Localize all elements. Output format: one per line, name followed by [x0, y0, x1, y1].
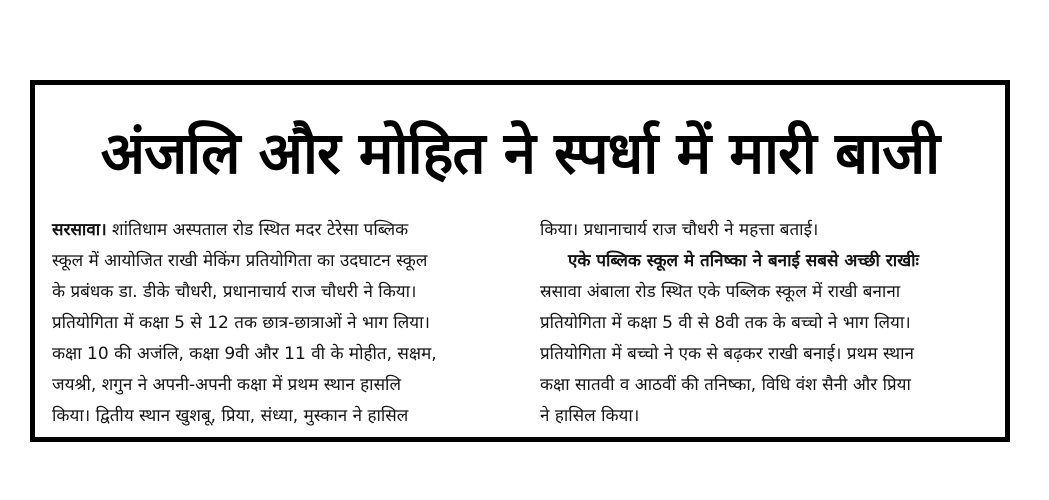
body-line: प्रतियोगिता में कक्षा 5 वी से 8वी तक के बच्चो ने भाग लिया।	[540, 313, 911, 333]
body-line: प्रतियोगिता में कक्षा 5 से 12 तक छात्र-छात्राओं ने भाग लिया।	[52, 313, 430, 333]
left-column	[52, 215, 527, 432]
dateline: सरसावा।	[52, 220, 107, 240]
subheading: एके पब्लिक स्कूल मे तनिष्का ने बनाई सबसे अच्छी राखीः	[568, 251, 919, 271]
body-line: किया। द्वितीय स्थान खुशबू, प्रिया, संध्या, मुस्कान ने हासिल	[52, 406, 409, 426]
body-line: कक्षा 10 की अजंलि, कक्षा 9वी और 11 वी के मोहीत, सक्षम,	[52, 344, 437, 364]
body-text: शांतिधाम अस्पताल रोड स्थित मदर टेरेसा पब्लिक	[106, 220, 409, 240]
body-line: प्रतियोगिता में बच्चो ने एक से बढ़कर राखी बनाई। प्रथम स्थान	[540, 344, 914, 364]
body-line: स्कूल में आयोजित राखी मेकिंग प्रतियोगिता का उदघाटन स्कूल	[52, 251, 428, 271]
body-line: ने हासिल किया।	[540, 406, 640, 426]
body-line: जयश्री, शगुन ने अपनी-अपनी कक्षा में प्रथम स्थान हासलि	[52, 375, 401, 395]
body-line: कक्षा सातवी व आठवीं की तनिष्का, विधि वंश सैनी और प्रिया	[540, 375, 911, 395]
news-clipping	[30, 80, 1010, 442]
body-line: किया। प्रधानाचार्य राज चौधरी ने महत्ता बताई।	[540, 220, 819, 240]
body-line	[52, 215, 527, 246]
body-line: स्रसावा अंबाला रोड स्थित एके पब्लिक स्कूल में राखी बनाना	[540, 282, 901, 302]
right-column	[540, 215, 998, 432]
body-line: के प्रबंधक डा. डीके चौधरी, प्रधानाचार्य राज चौधरी ने किया।	[52, 282, 417, 302]
headline: अंजलि और मोहित ने स्पर्धा में मारी बाजी	[100, 119, 940, 187]
